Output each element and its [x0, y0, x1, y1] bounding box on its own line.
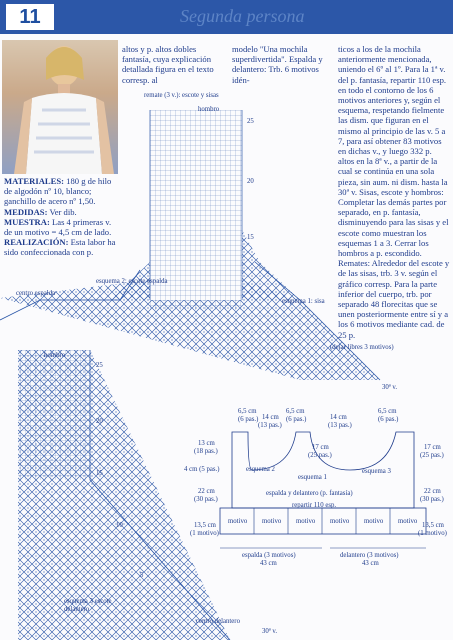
top-14-2: 14 cm	[330, 414, 347, 421]
remate-label: remate (3 v.): escote y sisas	[144, 92, 219, 99]
materials-text: 180 g de hilo de algodón nº 10, blanco; ganchillo de acero nº 1,50.	[4, 176, 112, 207]
row-5-bottom: 5	[140, 572, 144, 579]
right-25: (25 pas.)	[420, 452, 444, 459]
row-15-top: 15	[247, 234, 254, 241]
upper-chart	[0, 110, 380, 380]
left-motivo: (1 motivo)	[190, 530, 219, 537]
motivo-4: motivo	[330, 518, 350, 525]
espalda-cm: 43 cm	[260, 560, 277, 567]
centro-espalda-label: centro espalda	[16, 290, 56, 297]
body-label: espalda y delantero (p. fantasía)	[266, 490, 353, 497]
left-18: (18 pas.)	[194, 448, 218, 455]
espalda-bottom: espalda (3 motivos)	[242, 552, 296, 559]
instructions-col-4: ticos a los de la mochila anteriormente mencionada, uniendo el 6º al 1º. Para la 1ª v. del p. fantasía, repartir 110 esp. en todo el contorno de los 6 motivos anteriores y, según el esquema, respetando fielmente las dism. que figuran en el mismo al principio de las v. 5 a 7, para así obtener 83 motivos en dichas v., y luego 332 p. altos en la 8ª v., a partir de la cual se continúa en una sola pieza, sin aum. ni dism. hasta la 30ª v. Sisas, escote y hombros: Completar las demás partes por separado, en p. fantasía, disminuyendo para las sisas y el escote como muestran los esquemas 1 a 3. Cerrar los hombros a p. escondido. Remates: Alrededor del escote y de las sisas, trb. 3 v. según el gráfico corresp. Para la parte inferior del cuerpo, trb. por separado 48 florecitas que se unen posteriormente entre sí y a los 6 motivos mediante cad. de 25 p.	[338, 44, 450, 340]
left-30: (30 pas.)	[194, 496, 218, 503]
realization-text: Esta labor ha sido confeccionada con p.	[4, 237, 116, 258]
sample-label: MUESTRA:	[4, 216, 50, 227]
dejar-libres-label: (dejar libres 3 motivos)	[330, 344, 394, 351]
delantero-bottom: delantero (3 motivos)	[340, 552, 399, 559]
left-135: 13,5 cm	[194, 522, 216, 529]
right-30: (30 pas.)	[420, 496, 444, 503]
left-22: 22 cm	[198, 488, 215, 495]
top-pas-2: (13 pas.)	[258, 422, 282, 429]
measures-label: MEDIDAS:	[4, 206, 48, 217]
hombro-top-label: hombro	[198, 106, 220, 113]
page-number: 11	[6, 4, 54, 30]
instructions-col-2: altos y p. altos dobles fantasía, cuya explicación detallada figura en el texto corresp. al	[122, 44, 214, 85]
page-title: Segunda persona	[180, 6, 305, 26]
motivo-1: motivo	[228, 518, 248, 525]
row-20-top: 20	[247, 178, 254, 185]
30v-bottom-label: 30ª v.	[262, 628, 278, 635]
30v-top-label: 30ª v.	[382, 384, 398, 391]
centro-delantero-label: centro delantero	[196, 618, 240, 625]
row-10-bottom: 10	[116, 522, 123, 529]
right-22: 22 cm	[424, 488, 441, 495]
left-4: 4 cm (5 pas.)	[184, 466, 220, 473]
mid-25: (25 pas.)	[308, 452, 332, 459]
esquema-2-label: esquema 2: escote espalda	[96, 278, 168, 285]
top-pas-1: (6 pas.)	[238, 416, 259, 423]
sample-text: Las 4 primeras v. de un motivo = 4,5 cm de lado.	[4, 216, 112, 238]
motivo-3: motivo	[296, 518, 316, 525]
hombro-bottom-label: hombro	[44, 352, 66, 359]
row-25-top: 25	[247, 118, 254, 125]
motivo-5: motivo	[364, 518, 384, 525]
measures-text: Ver dib.	[49, 206, 77, 217]
top-pas-3: (6 pas.)	[286, 416, 307, 423]
motivo-2: motivo	[262, 518, 282, 525]
row-25-bottom: 25	[96, 362, 103, 369]
schematic-esquema-2: esquema 2	[246, 466, 275, 473]
esquema-1-label: esquema 1: sisa	[282, 298, 325, 305]
top-14-1: 14 cm	[262, 414, 279, 421]
mid-17: 17 cm	[312, 444, 329, 451]
repartir-label: repartir 110 esp.	[292, 502, 337, 509]
top-65-3: 6,5 cm	[378, 408, 397, 415]
right-motivo: (1 motivo)	[418, 530, 447, 537]
top-65-1: 6,5 cm	[238, 408, 257, 415]
delantero-cm: 43 cm	[362, 560, 379, 567]
schematic-motif-band	[220, 508, 426, 534]
schematic-esquema-3: esquema 3	[362, 468, 391, 475]
materials-label: MATERIALES:	[4, 176, 65, 186]
esquema-3-label: esquema 3 escote delantero	[64, 598, 112, 613]
right-135: 13,5 cm	[422, 522, 444, 529]
right-17: 17 cm	[424, 444, 441, 451]
instructions-col-3: modelo "Una mochila superdivertida". Espalda y delantero: Trb. 6 motivos idén-	[232, 44, 323, 85]
left-13: 13 cm	[198, 440, 215, 447]
realization-label: REALIZACIÓN:	[4, 237, 69, 248]
top-pas-5: (6 pas.)	[378, 416, 399, 423]
row-15-bottom: 15	[96, 470, 103, 477]
schematic-esquema-1: esquema 1	[298, 474, 327, 481]
motivo-6: motivo	[398, 518, 418, 525]
top-65-2: 6,5 cm	[286, 408, 305, 415]
row-20-bottom: 20	[96, 418, 103, 425]
top-pas-4: (13 pas.)	[328, 422, 352, 429]
